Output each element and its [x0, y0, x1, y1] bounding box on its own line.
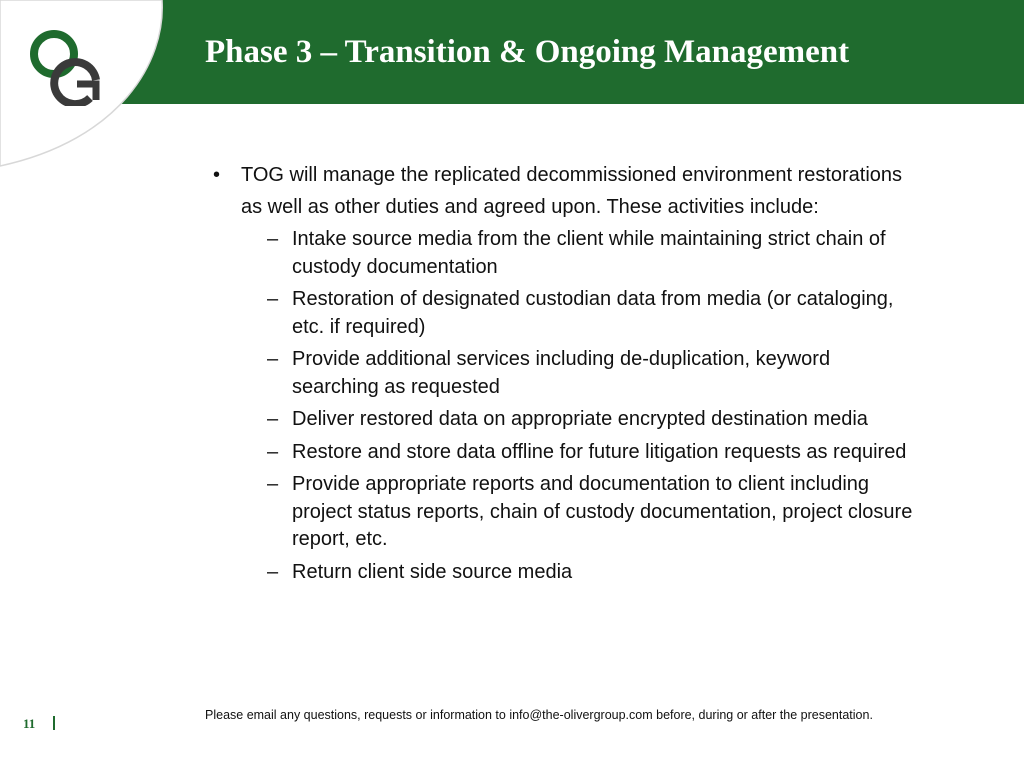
- page-number-divider: [53, 716, 55, 730]
- sub-bullet-text: Restoration of designated custodian data from media (or cataloging, etc. if required): [292, 288, 894, 338]
- page-number: 11: [23, 716, 36, 731]
- sub-bullet-list: [213, 226, 913, 586]
- dash-icon: –: [267, 473, 279, 495]
- dash-icon: –: [267, 440, 279, 463]
- og-logo-icon: [30, 26, 108, 106]
- sub-bullet-item: [213, 559, 913, 587]
- sub-bullet-item: [213, 226, 913, 281]
- dash-icon: –: [267, 288, 279, 310]
- sub-bullet-text: Intake source media from the client while maintaining strict chain of custody documentation: [292, 228, 886, 278]
- sub-bullet-text: Return client side source media: [292, 560, 573, 583]
- sub-bullet-text: Provide appropriate reports and documentation to client including project status reports, chain of custody documentation, project closure report, etc.: [292, 473, 913, 550]
- dash-icon: –: [267, 348, 279, 370]
- sub-bullet-item: [213, 286, 913, 341]
- sub-bullet-item: [213, 346, 913, 401]
- logo-panel: [0, 0, 172, 178]
- main-bullet: [213, 160, 913, 223]
- slide-content: [213, 160, 913, 591]
- footer-note: Please email any questions, requests or information to info@the-olivergroup.com before, during or after the presentation.: [205, 708, 873, 722]
- sub-bullet-item: [213, 439, 913, 467]
- slide-title: Phase 3 – Transition & Ongoing Management: [205, 34, 850, 70]
- main-bullet-text: TOG will manage the replicated decommissioned environment restorations as well as other duties and agreed upon. These activities include:: [241, 164, 903, 218]
- dash-icon: –: [267, 228, 279, 250]
- dash-icon: –: [267, 408, 279, 430]
- sub-bullet-text: Provide additional services including de-duplication, keyword searching as requested: [292, 348, 831, 398]
- sub-bullet-text: Deliver restored data on appropriate encrypted destination media: [292, 408, 868, 430]
- bullet-icon: •: [213, 164, 221, 186]
- sub-bullet-text: Restore and store data offline for future litigation requests as required: [292, 440, 907, 463]
- sub-bullet-item: [213, 471, 913, 554]
- sub-bullet-item: [213, 406, 913, 434]
- dash-icon: –: [267, 560, 279, 583]
